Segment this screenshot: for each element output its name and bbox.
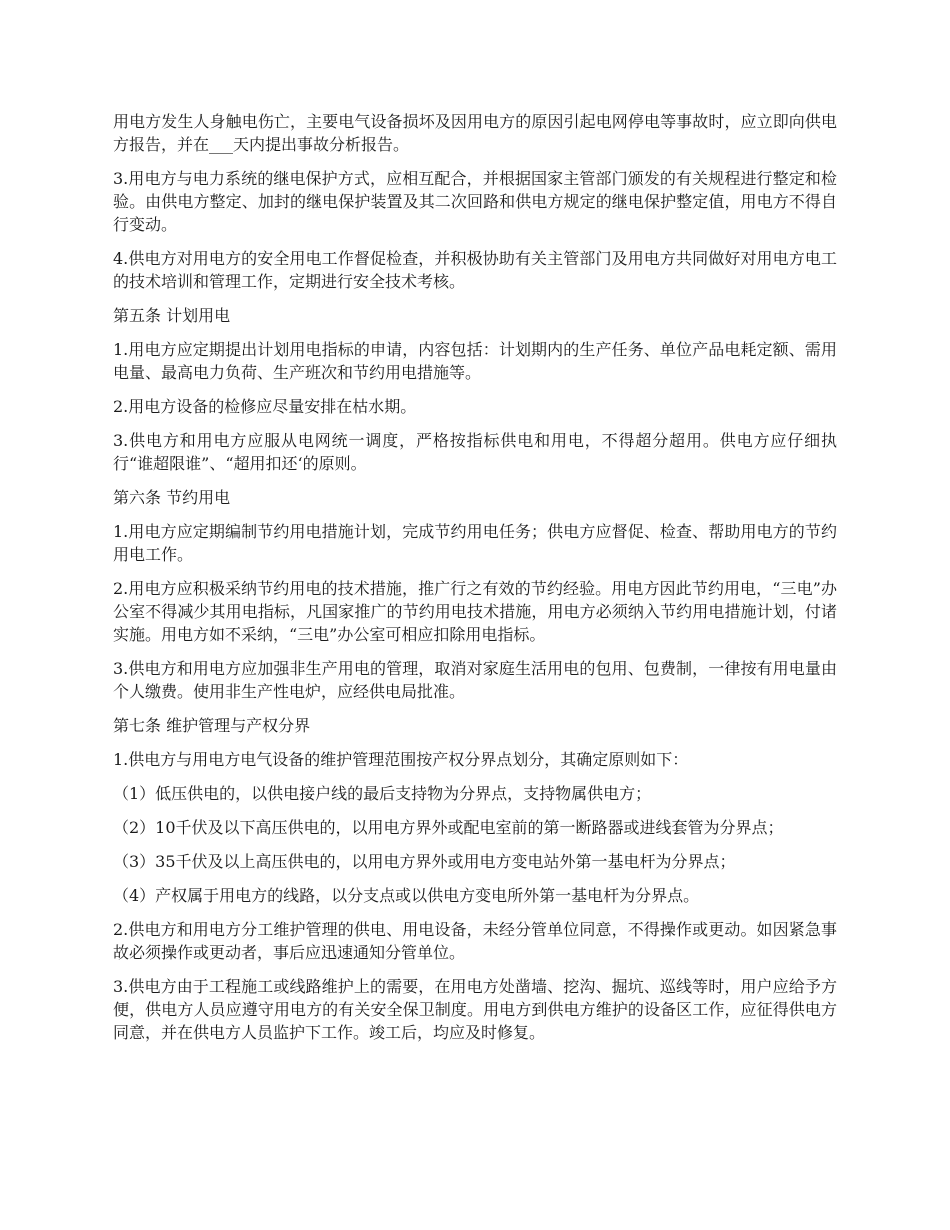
paragraph-equipment-operation: 2.供电方和用电方分工维护管理的供电、用电设备，未经分管单位同意，不得操作或更动。如因紧急事故必须操作或更动者，事后应迅速通知分管单位。 — [113, 920, 837, 962]
document-page — [113, 110, 837, 1055]
list-item-35kv: （3）35千伏及以上高压供电的，以用电方界外或用电方变电站外第一基电杆为分界点； — [113, 852, 736, 871]
paragraph-saving-measures: 2.用电方应积极采纳节约用电的技术措施，推广行之有效的节约经验。用电方因此节约用电，“三电”办公室不得减少其用电指标，凡国家推广的节约用电技术措施，用电方必须纳入节约用电措施计划，付诸实施。用电方如不采纳，“三电”办公室可相应扣除用电指标。 — [113, 579, 837, 644]
section-heading-article-5: 第五条 计划用电 — [113, 306, 231, 325]
list-item-user-lines: （4）产权属于用电方的线路，以分支点或以供电方变电所外第一基电杆为分界点。 — [113, 886, 700, 905]
list-item-10kv: （2）10千伏及以下高压供电的，以用电方界外或配电室前的第一断路器或进线套管为分界点； — [113, 818, 784, 837]
paragraph-maintenance-schedule: 2.用电方设备的检修应尽量安排在枯水期。 — [113, 397, 417, 416]
paragraph-plan-application: 1.用电方应定期提出计划用电指标的申请，内容包括：计划期内的生产任务、单位产品电耗定额、需用电量、最高电力负荷、生产班次和节约用电措施等。 — [113, 340, 837, 382]
paragraph-accident-report: 用电方发生人身触电伤亡，主要电气设备损坏及因用电方的原因引起电网停电等事故时，应立即向供电方报告，并在___天内提出事故分析报告。 — [113, 112, 837, 154]
paragraph-boundary-principle: 1.供电方与用电方电气设备的维护管理范围按产权分界点划分，其确定原则如下： — [113, 750, 689, 769]
section-heading-article-7: 第七条 维护管理与产权分界 — [113, 716, 311, 735]
paragraph-grid-dispatch: 3.供电方和用电方应服从电网统一调度，严格按指标供电和用电，不得超分超用。供电方应仔细执行“谁超限谁”、“超用扣还‘的原则。 — [113, 431, 837, 473]
paragraph-non-production-use: 3.供电方和用电方应加强非生产用电的管理，取消对家庭生活用电的包用、包费制，一律按有用电量由个人缴费。使用非生产性电炉，应经供电局批准。 — [113, 659, 837, 701]
paragraph-construction-work: 3.供电方由于工程施工或线路维护上的需要，在用电方处凿墙、挖沟、掘坑、巡线等时，用户应给予方便，供电方人员应遵守用电方的有关安全保卫制度。用电方到供电方维护的设备区工作，应征得供电方同意，并在供电方人员监护下工作。竣工后，均应及时修复。 — [113, 977, 837, 1042]
paragraph-saving-plan: 1.用电方应定期编制节约用电措施计划，完成节约用电任务；供电方应督促、检查、帮助用电方的节约用电工作。 — [113, 522, 837, 564]
section-heading-article-6: 第六条 节约用电 — [113, 488, 231, 507]
list-item-low-voltage: （1）低压供电的，以供电接户线的最后支持物为分界点，支持物属供电方； — [113, 784, 652, 803]
paragraph-relay-protection: 3.用电方与电力系统的继电保护方式，应相互配合，并根据国家主管部门颁发的有关规程进行整定和检验。由供电方整定、加封的继电保护装置及其二次回路和供电方规定的继电保护整定值，用电方不得自行变动。 — [113, 169, 837, 234]
paragraph-safety-inspection: 4.供电方对用电方的安全用电工作督促检查，并积极协助有关主管部门及用电方共同做好对用电方电工的技术培训和管理工作，定期进行安全技术考核。 — [113, 249, 837, 291]
